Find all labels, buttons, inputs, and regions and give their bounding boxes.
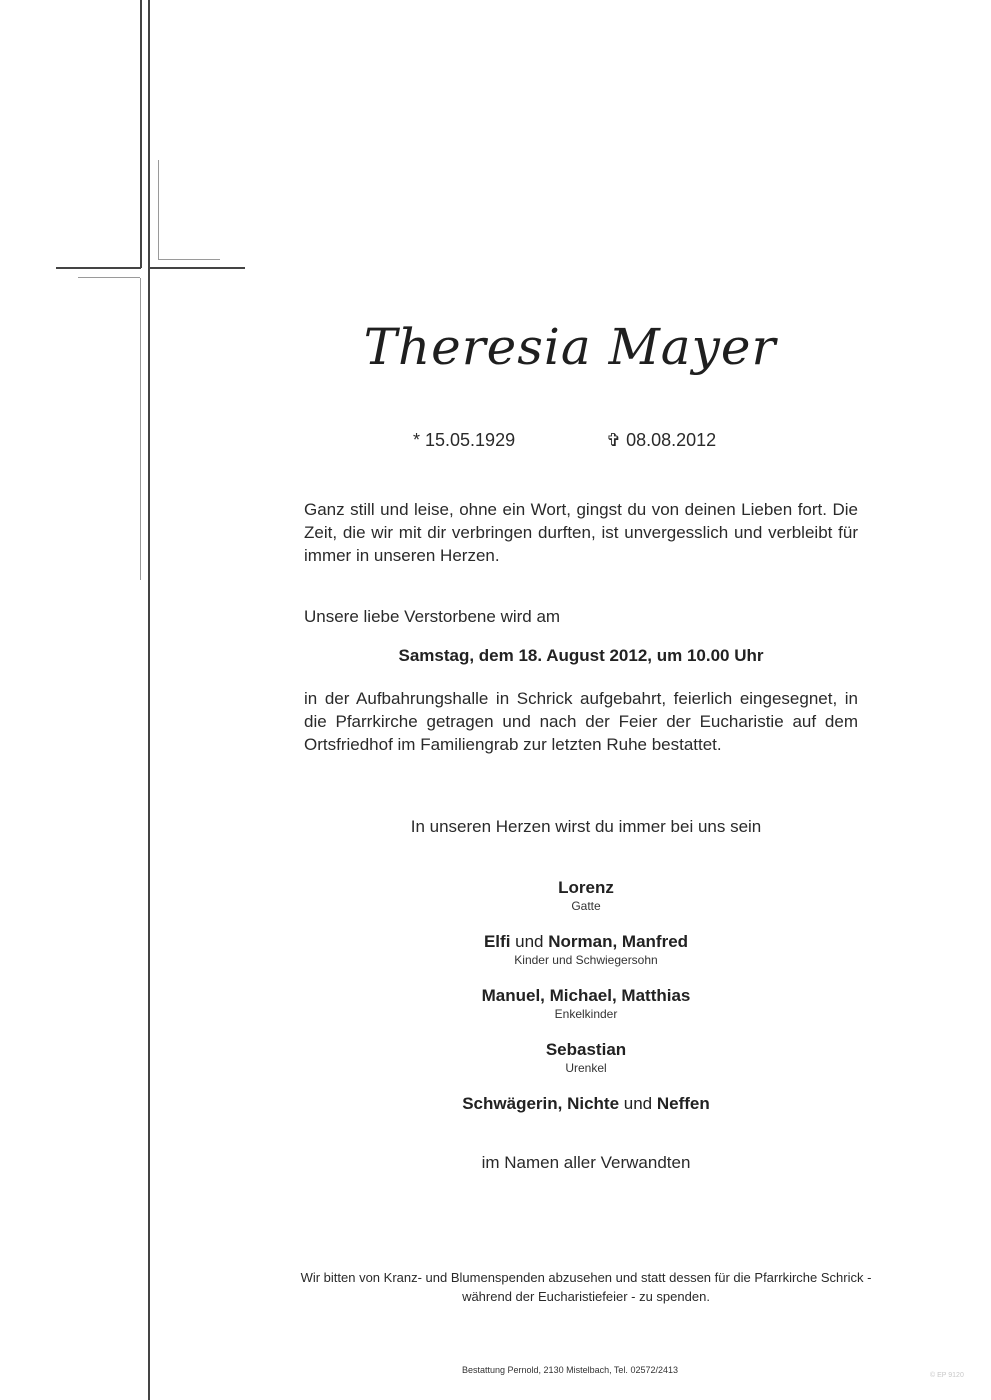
mourner-name: Manuel, Michael, Matthias xyxy=(481,986,691,1005)
memorial-verse: Ganz still und leise, ohne ein Wort, gingst du von deinen Lieben fort. Die Zeit, die wir mit dir verbringen durften, ist unvergesslich und verbleibt für immer in unseren Herzen. xyxy=(304,500,858,565)
mourner-name-part: Elfi xyxy=(483,932,511,951)
mourner-relation: Kinder und Schwiegersohn xyxy=(514,953,658,967)
death-date: ✞ 08.08.2012 xyxy=(606,430,717,450)
announcement-intro: Unsere liebe Verstorbene wird am xyxy=(304,607,561,626)
mourner-name xyxy=(340,1094,832,1114)
motto: In unseren Herzen wirst du immer bei uns sein xyxy=(410,817,762,836)
birth-date: * 15.05.1929 xyxy=(413,430,516,450)
mourner-relation: Enkelkinder xyxy=(554,1007,618,1021)
mourner-relation: Urenkel xyxy=(565,1061,607,1075)
mourner-name: Lorenz xyxy=(558,878,614,897)
mourner-relation: Gatte xyxy=(571,899,601,913)
mourner-joiner: und xyxy=(619,1094,657,1113)
funeral-date: Samstag, dem 18. August 2012, um 10.00 Uhr xyxy=(398,646,764,665)
mourner-joiner: und xyxy=(510,932,549,951)
mourner-name-part: Neffen xyxy=(656,1094,710,1113)
print-stamp: © EP 9120 xyxy=(930,1372,964,1379)
mourner-name-part: Norman, Manfred xyxy=(548,932,689,951)
donation-request: Wir bitten von Kranz- und Blumenspenden abzusehen und statt dessen für die Pfarrkirche Schrick - während der Eucharistiefeier - zu spenden. xyxy=(300,1270,872,1304)
mourner-name xyxy=(340,932,832,952)
funeral-details: in der Aufbahrungshalle in Schrick aufgebahrt, feierlich eingesegnet, in die Pfarrkirche getragen und nach der Feier der Eucharistie auf dem Ortsfriedhof im Familiengrab zur letzten Ruhe bestattet. xyxy=(304,689,858,754)
mourner-name-part: Schwägerin, Nichte xyxy=(462,1094,620,1113)
undertaker-footer: Bestattung Pernold, 2130 Mistelbach, Tel. 02572/2413 xyxy=(462,1365,678,1375)
closing-line: im Namen aller Verwandten xyxy=(481,1153,691,1172)
mourner-name: Sebastian xyxy=(545,1040,627,1059)
deceased-name: Theresia Mayer xyxy=(363,318,777,376)
